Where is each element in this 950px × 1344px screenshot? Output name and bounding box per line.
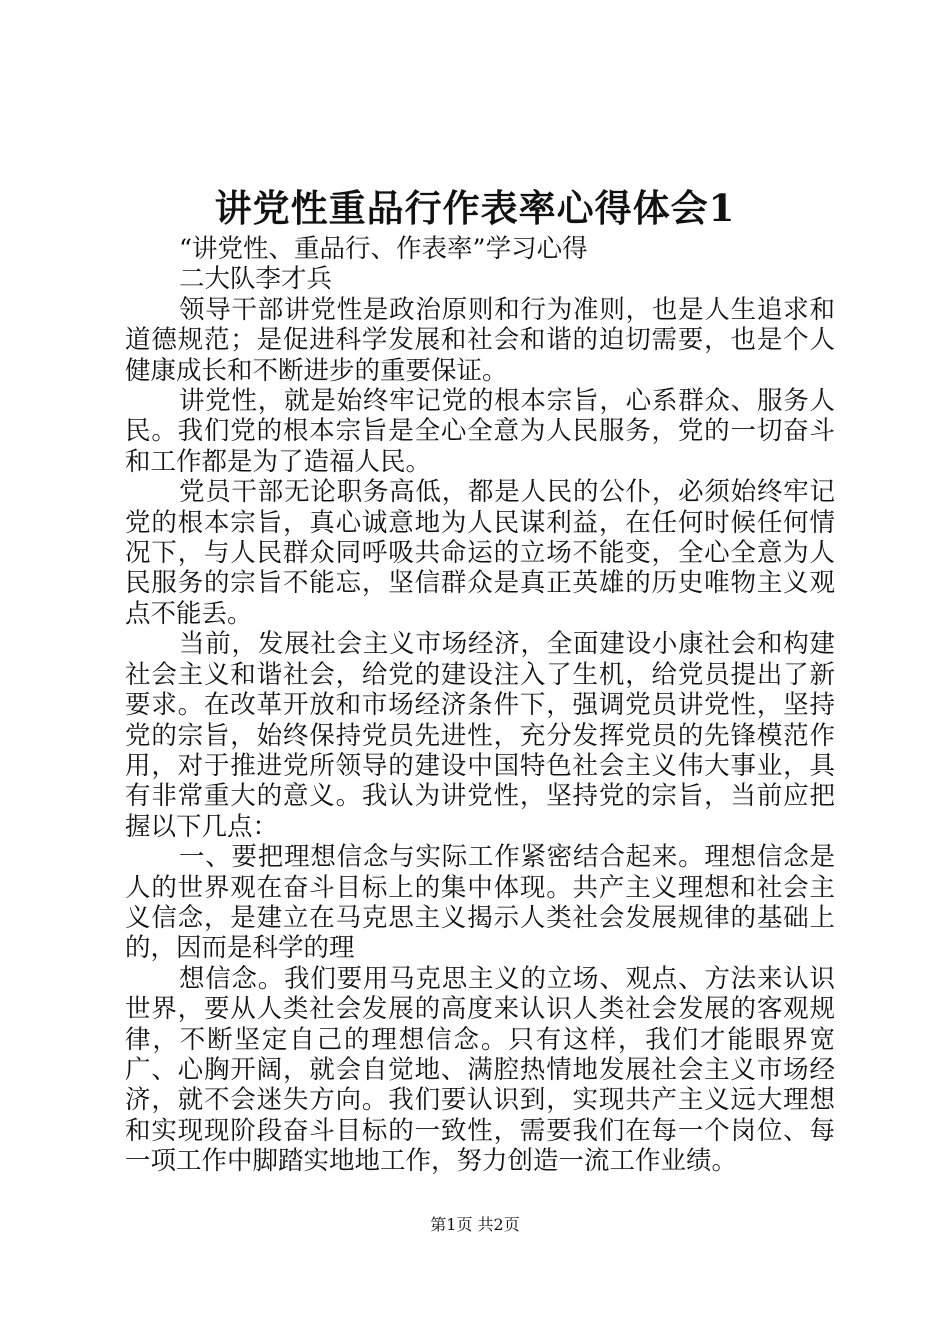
- body-paragraph: 想信念。我们要用马克思主义的立场、观点、方法来认识世界，要从人类社会发展的高度来认识人类社会发展的客观规律，不断坚定自己的理想信念。只有这样，我们才能眼界宽广、心胸开阔，就会自觉地、满腔热情地发展社会主义市场经济，就不会迷失方向。我们要认识到，实现共产主义远大理想和实现现阶段奋斗目标的一致性，需要我们在每一个岗位、每一项工作中脚踏实地地工作，努力创造一流工作业绩。: [125, 963, 835, 1177]
- document-body: [125, 234, 835, 1177]
- body-paragraph: 领导干部讲党性是政治原则和行为准则，也是人生追求和道德规范；是促进科学发展和社会和谐的迫切需要，也是个人健康成长和不断进步的重要保证。: [125, 294, 835, 386]
- author-paragraph: 二大队李才兵: [179, 264, 333, 295]
- body-paragraph: 当前，发展社会主义市场经济，全面建设小康社会和构建社会主义和谐社会，给党的建设注入了生机，给党员提出了新要求。在改革开放和市场经济条件下，强调党员讲党性，坚持党的宗旨，始终保持党员先进性，充分发挥党员的先锋模范作用，对于推进党所领导的建设中国特色社会主义伟大事业，具有非常重大的意义。我认为讲党性，坚持党的宗旨，当前应把握以下几点：: [125, 629, 835, 842]
- body-paragraph: 一、要把理想信念与实际工作紧密结合起来。理想信念是人的世界观在奋斗目标上的集中体现。共产主义理想和社会主义信念，是建立在马克思主义揭示人类社会发展规律的基础上的，因而是科学的理: [125, 842, 835, 964]
- page-footer: 第1页 共2页: [430, 1215, 520, 1234]
- body-paragraph: 讲党性，就是始终牢记党的根本宗旨，心系群众、服务人民。我们党的根本宗旨是全心全意为人民服务，党的一切奋斗和工作都是为了造福人民。: [125, 386, 835, 477]
- document-title: 讲党性重品行作表率心得体会1: [214, 186, 736, 230]
- subtitle-paragraph: “讲党性、重品行、作表率”学习心得: [179, 234, 588, 264]
- body-paragraph: 党员干部无论职务高低，都是人民的公仆，必须始终牢记党的根本宗旨，真心诚意地为人民谋利益，在任何时候任何情况下，与人民群众同呼吸共命运的立场不能变，全心全意为人民服务的宗旨不能忘，坚信群众是真正英雄的历史唯物主义观点不能丢。: [125, 477, 835, 629]
